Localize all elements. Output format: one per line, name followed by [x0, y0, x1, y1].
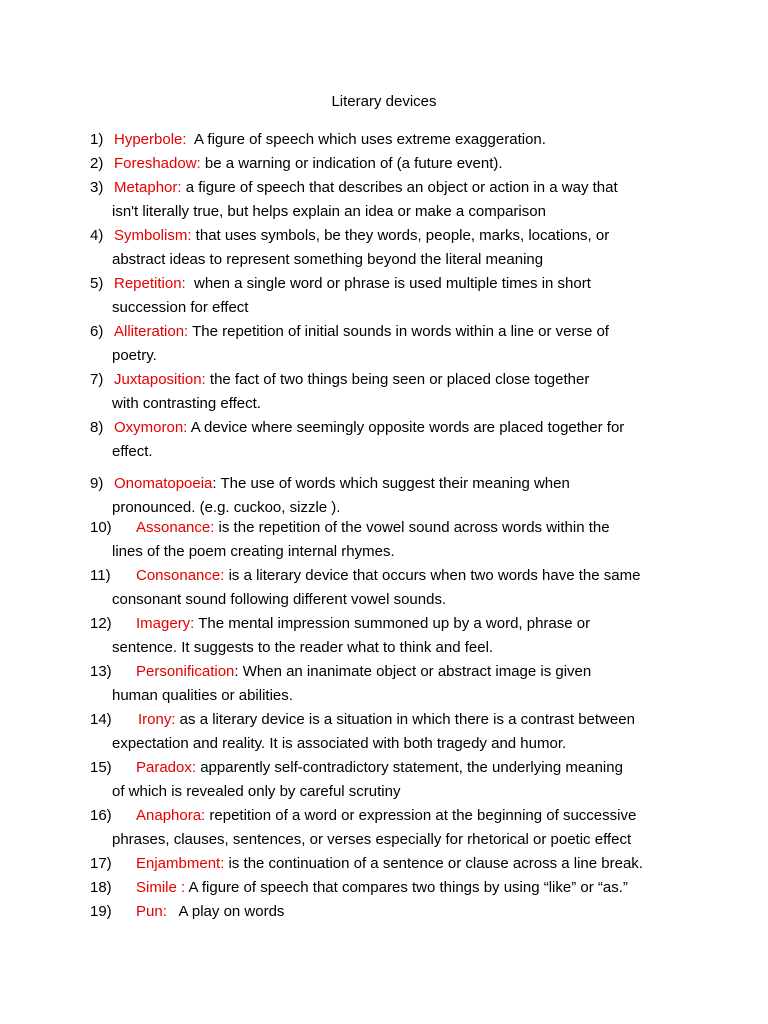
page-title: Literary devices: [331, 93, 437, 110]
item-line: [90, 612, 690, 636]
item-line: [90, 708, 690, 732]
definition-continued: human qualities or abilities.: [112, 687, 293, 704]
item-number: 17): [90, 855, 112, 872]
term: Personification: [136, 663, 235, 680]
term: Oxymoron:: [114, 419, 188, 436]
term: Consonance:: [136, 567, 225, 584]
item-line: [90, 660, 690, 684]
list-item: [90, 416, 690, 464]
definition: is a literary device that occurs when two words have the same: [224, 567, 641, 584]
list-item: [90, 472, 690, 520]
definition: The mental impression summoned up by a word, phrase or: [194, 615, 591, 632]
item-line: [90, 516, 690, 540]
definition-continued: effect.: [112, 443, 153, 460]
item-number: 1): [90, 131, 104, 148]
item-number: 5): [90, 275, 104, 292]
item-line: [90, 368, 690, 392]
item-number: 9): [90, 475, 104, 492]
item-number: 2): [90, 155, 104, 172]
term: Enjambment:: [136, 855, 225, 872]
term: Simile :: [136, 879, 186, 896]
definition: the fact of two things being seen or placed close together: [205, 371, 590, 388]
definition: The repetition of initial sounds in words within a line or verse of: [188, 323, 609, 340]
definition-continued: expectation and reality. It is associated with both tragedy and humor.: [112, 735, 567, 752]
definition: a figure of speech that describes an object or action in a way that: [181, 179, 618, 196]
definition: when a single word or phrase is used multiple times in short: [185, 275, 591, 292]
term: Anaphora:: [136, 807, 206, 824]
list-item: [90, 660, 690, 708]
item-line: [90, 152, 690, 176]
item-line: [90, 804, 690, 828]
definition-continued: abstract ideas to represent something beyond the literal meaning: [112, 251, 544, 268]
list-item: [90, 152, 690, 176]
item-line: [90, 876, 690, 900]
list-item: [90, 876, 690, 900]
item-number: 8): [90, 419, 104, 436]
list-item: [90, 516, 690, 564]
item-number: 14): [90, 711, 112, 728]
definition: that uses symbols, be they words, people, marks, locations, or: [191, 227, 610, 244]
item-number: 4): [90, 227, 104, 244]
item-line: [90, 176, 690, 200]
definition-continued: lines of the poem creating internal rhymes.: [112, 543, 395, 560]
item-number: 7): [90, 371, 104, 388]
item-number: 3): [90, 179, 104, 196]
list-item: [90, 708, 690, 756]
term: Juxtaposition:: [114, 371, 206, 388]
definition: repetition of a word or expression at the beginning of successive: [205, 807, 637, 824]
item-number: 12): [90, 615, 112, 632]
definition: : When an inanimate object or abstract image is given: [234, 663, 592, 680]
item-line: [90, 756, 690, 780]
term: Irony:: [138, 711, 176, 728]
item-number: 19): [90, 903, 112, 920]
definition-continued: of which is revealed only by careful scrutiny: [112, 783, 401, 800]
item-line: [90, 272, 690, 296]
item-number: 15): [90, 759, 112, 776]
definition-continued: poetry.: [112, 347, 157, 364]
item-number: 18): [90, 879, 112, 896]
definition: as a literary device is a situation in which there is a contrast between: [175, 711, 635, 728]
definition-continued: succession for effect: [112, 299, 249, 316]
definition: A figure of speech which uses extreme exaggeration.: [186, 131, 546, 148]
item-line: [90, 224, 690, 248]
item-line: [90, 416, 690, 440]
term: Repetition:: [114, 275, 186, 292]
term: Onomatopoeia: [114, 475, 213, 492]
list-item: [90, 900, 690, 924]
list-item: [90, 128, 690, 152]
definition: is the continuation of a sentence or clause across a line break.: [224, 855, 643, 872]
item-number: 11): [90, 567, 111, 584]
definition-continued: sentence. It suggests to the reader what to think and feel.: [112, 639, 494, 656]
definition: is the repetition of the vowel sound across words within the: [214, 519, 610, 536]
list-item: [90, 612, 690, 660]
definition-continued: pronounced. (e.g. cuckoo, sizzle ).: [112, 499, 341, 516]
list-item: [90, 564, 690, 612]
item-line: [90, 320, 690, 344]
term: Hyperbole:: [114, 131, 187, 148]
list-item: [90, 756, 690, 804]
definition: : The use of words which suggest their meaning when: [212, 475, 570, 492]
item-line: [90, 852, 690, 876]
list-item: [90, 804, 690, 852]
definition: A play on words: [166, 903, 285, 920]
term: Metaphor:: [114, 179, 182, 196]
term: Symbolism:: [114, 227, 192, 244]
definition: A figure of speech that compares two things by using “like” or “as.”: [185, 879, 628, 896]
list-item: [90, 176, 690, 224]
definition-continued: phrases, clauses, sentences, or verses especially for rhetorical or poetic effect: [112, 831, 632, 848]
term: Pun:: [136, 903, 167, 920]
list-item: [90, 368, 690, 416]
item-line: [90, 128, 690, 152]
term: Assonance:: [136, 519, 215, 536]
list-item: [90, 852, 690, 876]
definition-continued: with contrasting effect.: [112, 395, 261, 412]
term: Paradox:: [136, 759, 197, 776]
list-item: [90, 224, 690, 272]
definition: apparently self-contradictory statement, the underlying meaning: [196, 759, 623, 776]
term: Foreshadow:: [114, 155, 201, 172]
list-item: [90, 320, 690, 368]
item-number: 16): [90, 807, 112, 824]
item-line: [90, 472, 690, 496]
list-item: [90, 272, 690, 320]
item-number: 13): [90, 663, 112, 680]
item-number: 10): [90, 519, 112, 536]
term: Alliteration:: [114, 323, 189, 340]
item-line: [90, 900, 690, 924]
item-line: [90, 564, 690, 588]
definition: A device where seemingly opposite words are placed together for: [187, 419, 625, 436]
term: Imagery:: [136, 615, 195, 632]
item-number: 6): [90, 323, 104, 340]
definition-continued: consonant sound following different vowel sounds.: [112, 591, 447, 608]
definition: be a warning or indication of (a future event).: [200, 155, 503, 172]
definition-continued: isn't literally true, but helps explain an idea or make a comparison: [112, 203, 546, 220]
